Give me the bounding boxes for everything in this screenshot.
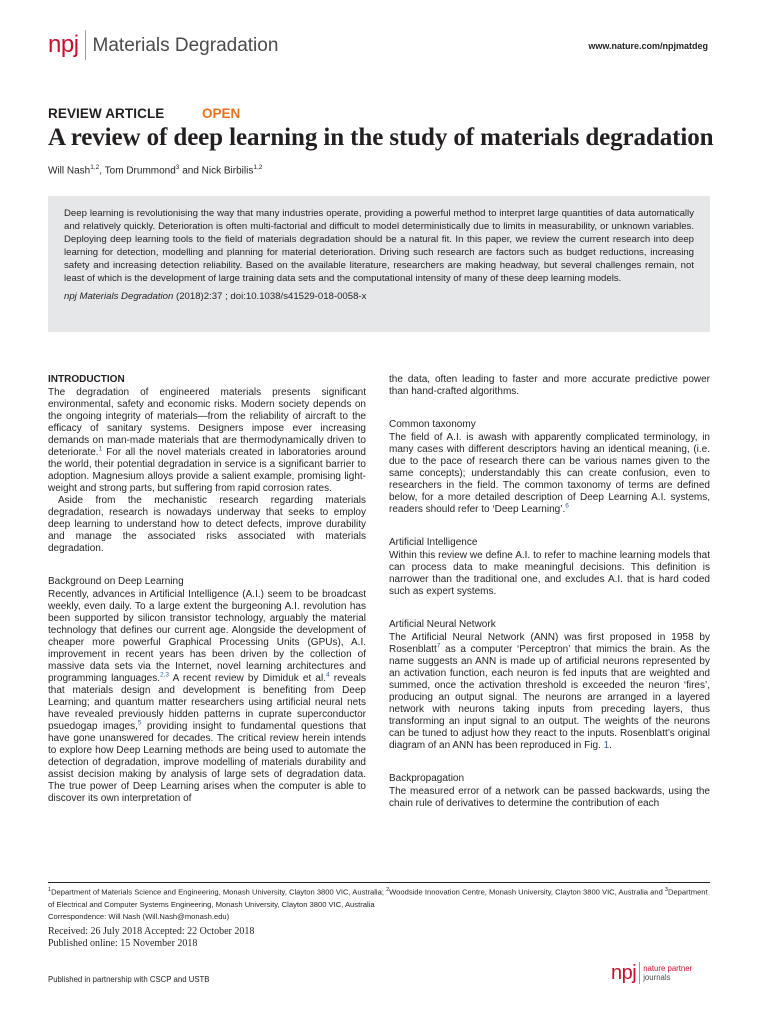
reference-link[interactable]: 7 [436, 642, 441, 650]
spacer [389, 598, 710, 619]
affiliation-ref: 1,2 [90, 164, 100, 171]
reference-link[interactable]: 4 [325, 671, 330, 679]
correspondence-line: Correspondence: Will Nash (Will.Nash@monash.edu) [48, 911, 230, 921]
paragraph-text: reveals that materials design and development is benefiting from Deep Learning; and quantum matter researchers using artificial neural nets have revealed previously hidden patterns in cuprate superconductor psuedogap images, [48, 673, 367, 732]
author-list [48, 164, 262, 176]
affiliation-number: 2 [386, 887, 390, 893]
paragraph-text: The degradation of engineered materials presents significant environmental, safety and economic risks. Modern society depends on the ongoing integrity of materials—from the reliability of aircraft to the efficacy of sanitary systems. Designers impose ever increasing demands on man-made materials that are thermodynamically driven to deteriorate. [48, 387, 366, 458]
paragraph-text: Recently, advances in Artificial Intelligence (A.I.) seem to be broadcast weekly, even daily. To a large extent the burgeoning A.I. revolution has been supported by silicon transistor technology, arguably the material technology that defines our current age. Alongside the development of cheaper more powerful Graphical Processing Units (GPUs), A.I. improvement in recent years has been driven by the collection of massive data sets via the Internet, novel learning architectures and programming languages. [48, 589, 366, 684]
subsection-heading-taxonomy: Common taxonomy [389, 419, 476, 430]
article-title: A review of deep learning in the study of materials degradation [48, 124, 714, 151]
journal-logo[interactable] [48, 28, 278, 62]
paragraph-text: A recent review by Dimiduk et al. [169, 673, 326, 684]
author-link[interactable]: and Nick Birbilis [179, 165, 254, 177]
paragraph-text: The Artificial Neural Network (ANN) was first proposed in 1958 by Rosenblatt [389, 632, 710, 655]
footnote-divider [48, 882, 710, 883]
footer-logo-divider [639, 962, 640, 984]
reference-link[interactable]: 6 [565, 502, 569, 510]
affiliation-ref: 3 [175, 164, 180, 171]
subsection-heading-ann: Artificial Neural Network [389, 619, 496, 630]
affiliation-text: Department of Electrical and Computer Systems Engineering, Monash University, Clayton 3800 VIC, Australia [48, 887, 708, 909]
body-paragraph: the data, often leading to faster and more accurate predictive power than hand-crafted algorithms. [389, 374, 710, 397]
affiliation-ref: 1,2 [253, 164, 263, 171]
affiliation-number: 1 [48, 887, 52, 893]
right-column [389, 374, 710, 810]
body-paragraph [48, 387, 366, 495]
paragraph-text: . [609, 740, 612, 751]
article-type-label: REVIEW ARTICLE [48, 106, 165, 121]
subsection-heading-backpropagation: Backpropagation [389, 773, 465, 784]
npj-footer-mark: npj [611, 962, 637, 984]
journal-name: Materials Degradation [92, 34, 279, 56]
reference-link[interactable]: 2,3 [160, 671, 170, 679]
affiliation-number: 3 [664, 887, 668, 893]
publication-dates [48, 926, 254, 950]
section-heading-introduction: INTRODUCTION [48, 374, 125, 385]
body-paragraph: Within this review we define A.I. to refer to machine learning models that can process data to make meaningful decisions. This definition is narrower than the traditional one, and excludes A.I. that is hard coded such as expert systems. [389, 550, 710, 597]
body-paragraph [389, 632, 710, 752]
body-paragraph: Aside from the mechanistic research regarding materials degradation, research is nowadays underway that seeks to employ deep learning to understand how to detect defects, improve durability and manage the associated risks associated with materials degradation. [48, 495, 366, 554]
paragraph-text: as a computer ‘Perceptron’ that mimics the brain. As the name suggests an ANN is made up of artificial neurons represented by an activation function, each neuron is fed inputs that are weighted and summed, once the activation threshold is exceeded the neuron ‘fires’, producing an output signal. The neurons are arranged in a layered network with neurons taking inputs from preceding layers, thus transforming an input signal to an output. The weights of the neurons can be tuned to adjust how they react to the inputs. Rosenblatt’s original diagram of an ANN has been reproduced in Fig. [389, 644, 710, 751]
journals-label: journals [643, 973, 671, 982]
abstract-box [48, 196, 710, 332]
paragraph-text: providing insight to fundamental questions that have gone unanswered for decades. The critical review herein intends to explore how Deep Learning methods are being used to automate the detection of degradation, improve modelling of materials durability and assist decision making by analysis of large sets of degradation data. The true power of Deep Learning arises when the computer is able to discover its own interpretation of [48, 721, 366, 804]
published-online-date: Published online: 15 November 2018 [48, 938, 198, 949]
npj-logo-mark: npj [48, 31, 79, 58]
paragraph-text: The field of A.I. is awash with apparently complicated terminology, in many cases with different descriptors having an identical meaning, (i.e. due to the pace of research there can be various names given to the same concepts); understandably this can create confusion, even to researchers in the field. The common taxonomy of terms are defined below, for a more detailed description of Deep Learning A.I. systems, readers should refer to ‘Deep Learning’. [389, 432, 710, 515]
affiliation-text: Woodside Innovation Centre, Monash University, Clayton 3800 VIC, Australia and [389, 887, 665, 897]
reference-link[interactable]: 5 [137, 719, 142, 727]
author-link[interactable]: Will Nash [48, 165, 91, 177]
figure-link[interactable]: 1 [603, 740, 610, 751]
left-column [48, 374, 366, 805]
reference-link[interactable]: 1 [98, 445, 103, 453]
open-access-badge: OPEN [202, 106, 241, 121]
spacer [389, 398, 710, 419]
body-paragraph [389, 432, 710, 516]
spacer [48, 555, 366, 576]
journal-url-link[interactable]: www.nature.com/npjmatdeg [588, 41, 708, 51]
citation-doi: (2018)2:37 ; doi:10.1038/s41529-018-0058-x [173, 291, 367, 302]
partnership-note: Published in partnership with CSCP and USTB [48, 975, 210, 984]
affiliation-text: Department of Materials Science and Engineering, Monash University, Clayton 3800 VIC, Australia; [51, 887, 387, 897]
affiliations-text [48, 884, 710, 911]
spacer [389, 516, 710, 537]
nature-partner-journals-logo[interactable] [611, 962, 692, 984]
received-accepted-date: Received: 26 July 2018 Accepted: 22 October 2018 [48, 926, 255, 937]
npj-footer-text [643, 964, 692, 982]
logo-divider [85, 30, 86, 60]
citation-journal: npj Materials Degradation [64, 291, 174, 302]
subsection-heading-ai: Artificial Intelligence [389, 537, 478, 548]
citation-line [64, 291, 694, 302]
paragraph-text: For all the novel materials created in laboratories around the world, their potential degradation in service is a significant barrier to adoption. Magnesium alloys provide a salient example, promising light-weight and strong parts, but suffering from rapid corrosion rates. [48, 447, 366, 494]
subsection-heading-background: Background on Deep Learning [48, 576, 184, 587]
body-paragraph [48, 589, 366, 805]
spacer [389, 752, 710, 773]
author-link[interactable]: , Tom Drummond [99, 165, 176, 177]
abstract-text: Deep learning is revolutionising the way that many industries operate, providing a powerful method to interpret large quantities of data automatically and relatively quickly. Deterioration is often multi-factorial and difficult to model deterministically due to limits in measurability, or unknown variables. Deploying deep learning tools to the field of materials degradation should be a natural fit. In this paper, we review the current research into deep learning for detection, modelling and planning for material deterioration. Driving such research are factors such as budget reductions, increasing safety and increasing detection reliability. Based on the available literature, researchers are making headway, but several challenges remain, not least of which is the development of large training data sets and the computational intensity of many of these deep learning models. [64, 208, 694, 284]
nature-partner-label: nature partner [643, 964, 693, 973]
body-paragraph: The measured error of a network can be passed backwards, using the chain rule of derivatives to determine the contribution of each [389, 786, 710, 809]
affiliations-footnote [48, 884, 710, 923]
